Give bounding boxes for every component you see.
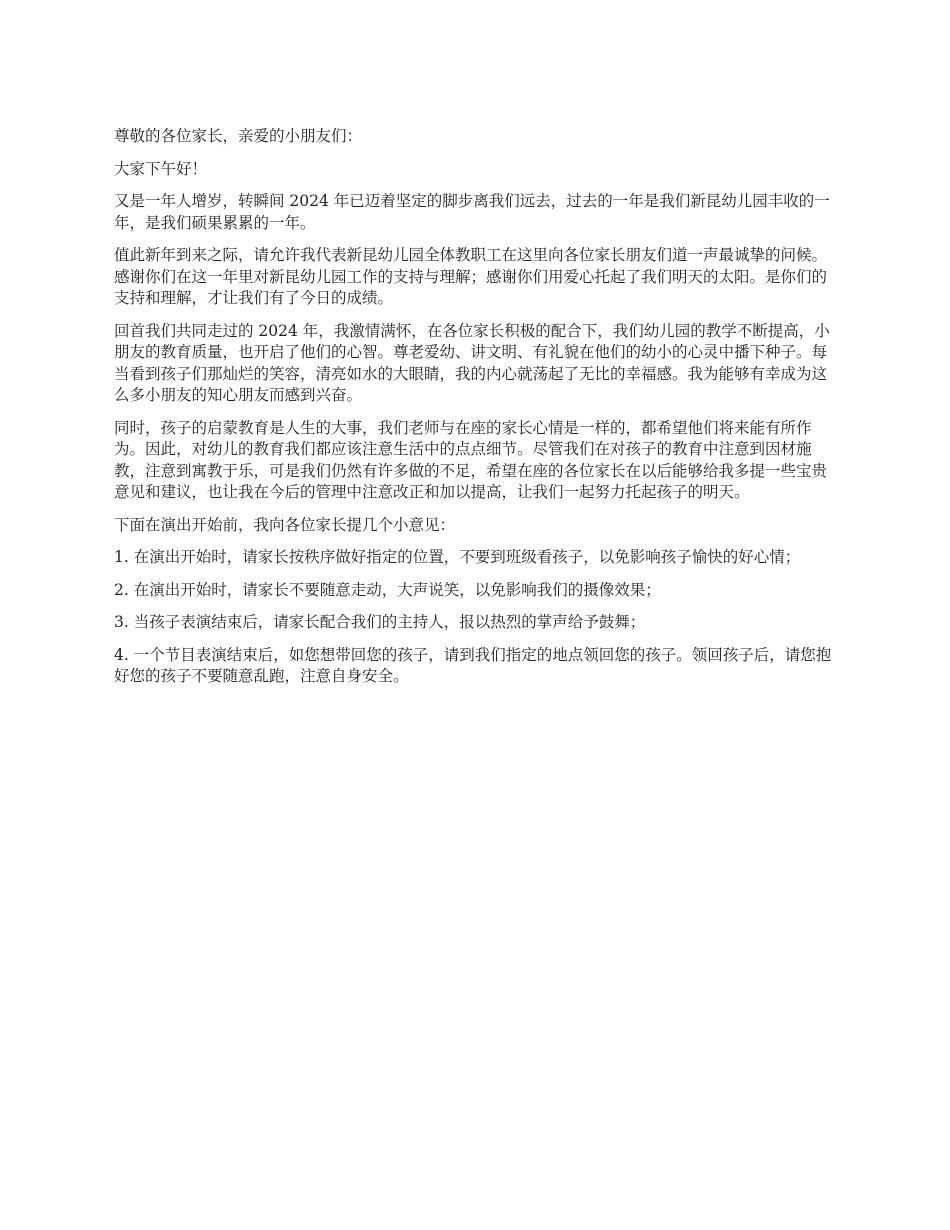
list-item: 4. 一个节目表演结束后，如您想带回您的孩子，请到我们指定的地点领回您的孩子。领回孩子后，请您抱好您的孩子不要随意乱跑，注意自身安全。 <box>114 645 832 685</box>
paragraph-intro: 又是一年人增岁，转瞬间 2024 年已迈着坚定的脚步离我们远去，过去的一年是我们新昆幼儿园丰收的一年，是我们硕果累累的一年。 <box>114 192 830 232</box>
salutation: 尊敬的各位家长，亲爱的小朋友们： <box>114 127 363 145</box>
document-body <box>114 126 840 699</box>
notes-list <box>114 547 840 688</box>
paragraph-thanks: 值此新年到来之际，请允许我代表新昆幼儿园全体教职工在这里向各位家长朋友们道一声最诚挚的问候。感谢你们在这一年里对新昆幼儿园工作的支持与理解；感谢你们用爱心托起了我们明天的太阳。是你们的支持和理解，才让我们有了今日的成绩。 <box>114 246 828 307</box>
paragraph-review: 回首我们共同走过的 2024 年，我激情满怀，在各位家长积极的配合下，我们幼儿园的教学不断提高，小朋友的教育质量，也开启了他们的心智。尊老爱幼、讲文明、有礼貌在他们的幼小的心灵中播下种子。每当看到孩子们那灿烂的笑容，清亮如水的大眼睛，我的内心就荡起了无比的幸福感。我为能够有幸成为这么多小朋友的知心朋友而感到兴奋。 <box>114 321 830 404</box>
paragraph-education: 同时，孩子的启蒙教育是人生的大事，我们老师与在座的家长心情是一样的，都希望他们将来能有所作为。因此，对幼儿的教育我们都应该注意生活中的点点细节。尽管我们在对孩子的教育中注意到因材施教，注意到寓教于乐，可是我们仍然有许多做的不足，希望在座的各位家长在以后能够给我多提一些宝贵意见和建议，也让我在今后的管理中注意改正和加以提高，让我们一起努力托起孩子的明天。 <box>114 418 828 501</box>
list-item: 2. 在演出开始时，请家长不要随意走动，大声说笑，以免影响我们的摄像效果； <box>114 580 661 599</box>
list-item: 3. 当孩子表演结束后，请家长配合我们的主持人，报以热烈的掌声给予鼓舞； <box>114 613 646 631</box>
list-item: 1. 在演出开始时，请家长按秩序做好指定的位置，不要到班级看孩子，以免影响孩子愉快的好心情； <box>114 548 801 566</box>
paragraph-notes-intro: 下面在演出开始前，我向各位家长提几个小意见： <box>114 515 456 534</box>
greeting: 大家下午好！ <box>114 159 208 178</box>
